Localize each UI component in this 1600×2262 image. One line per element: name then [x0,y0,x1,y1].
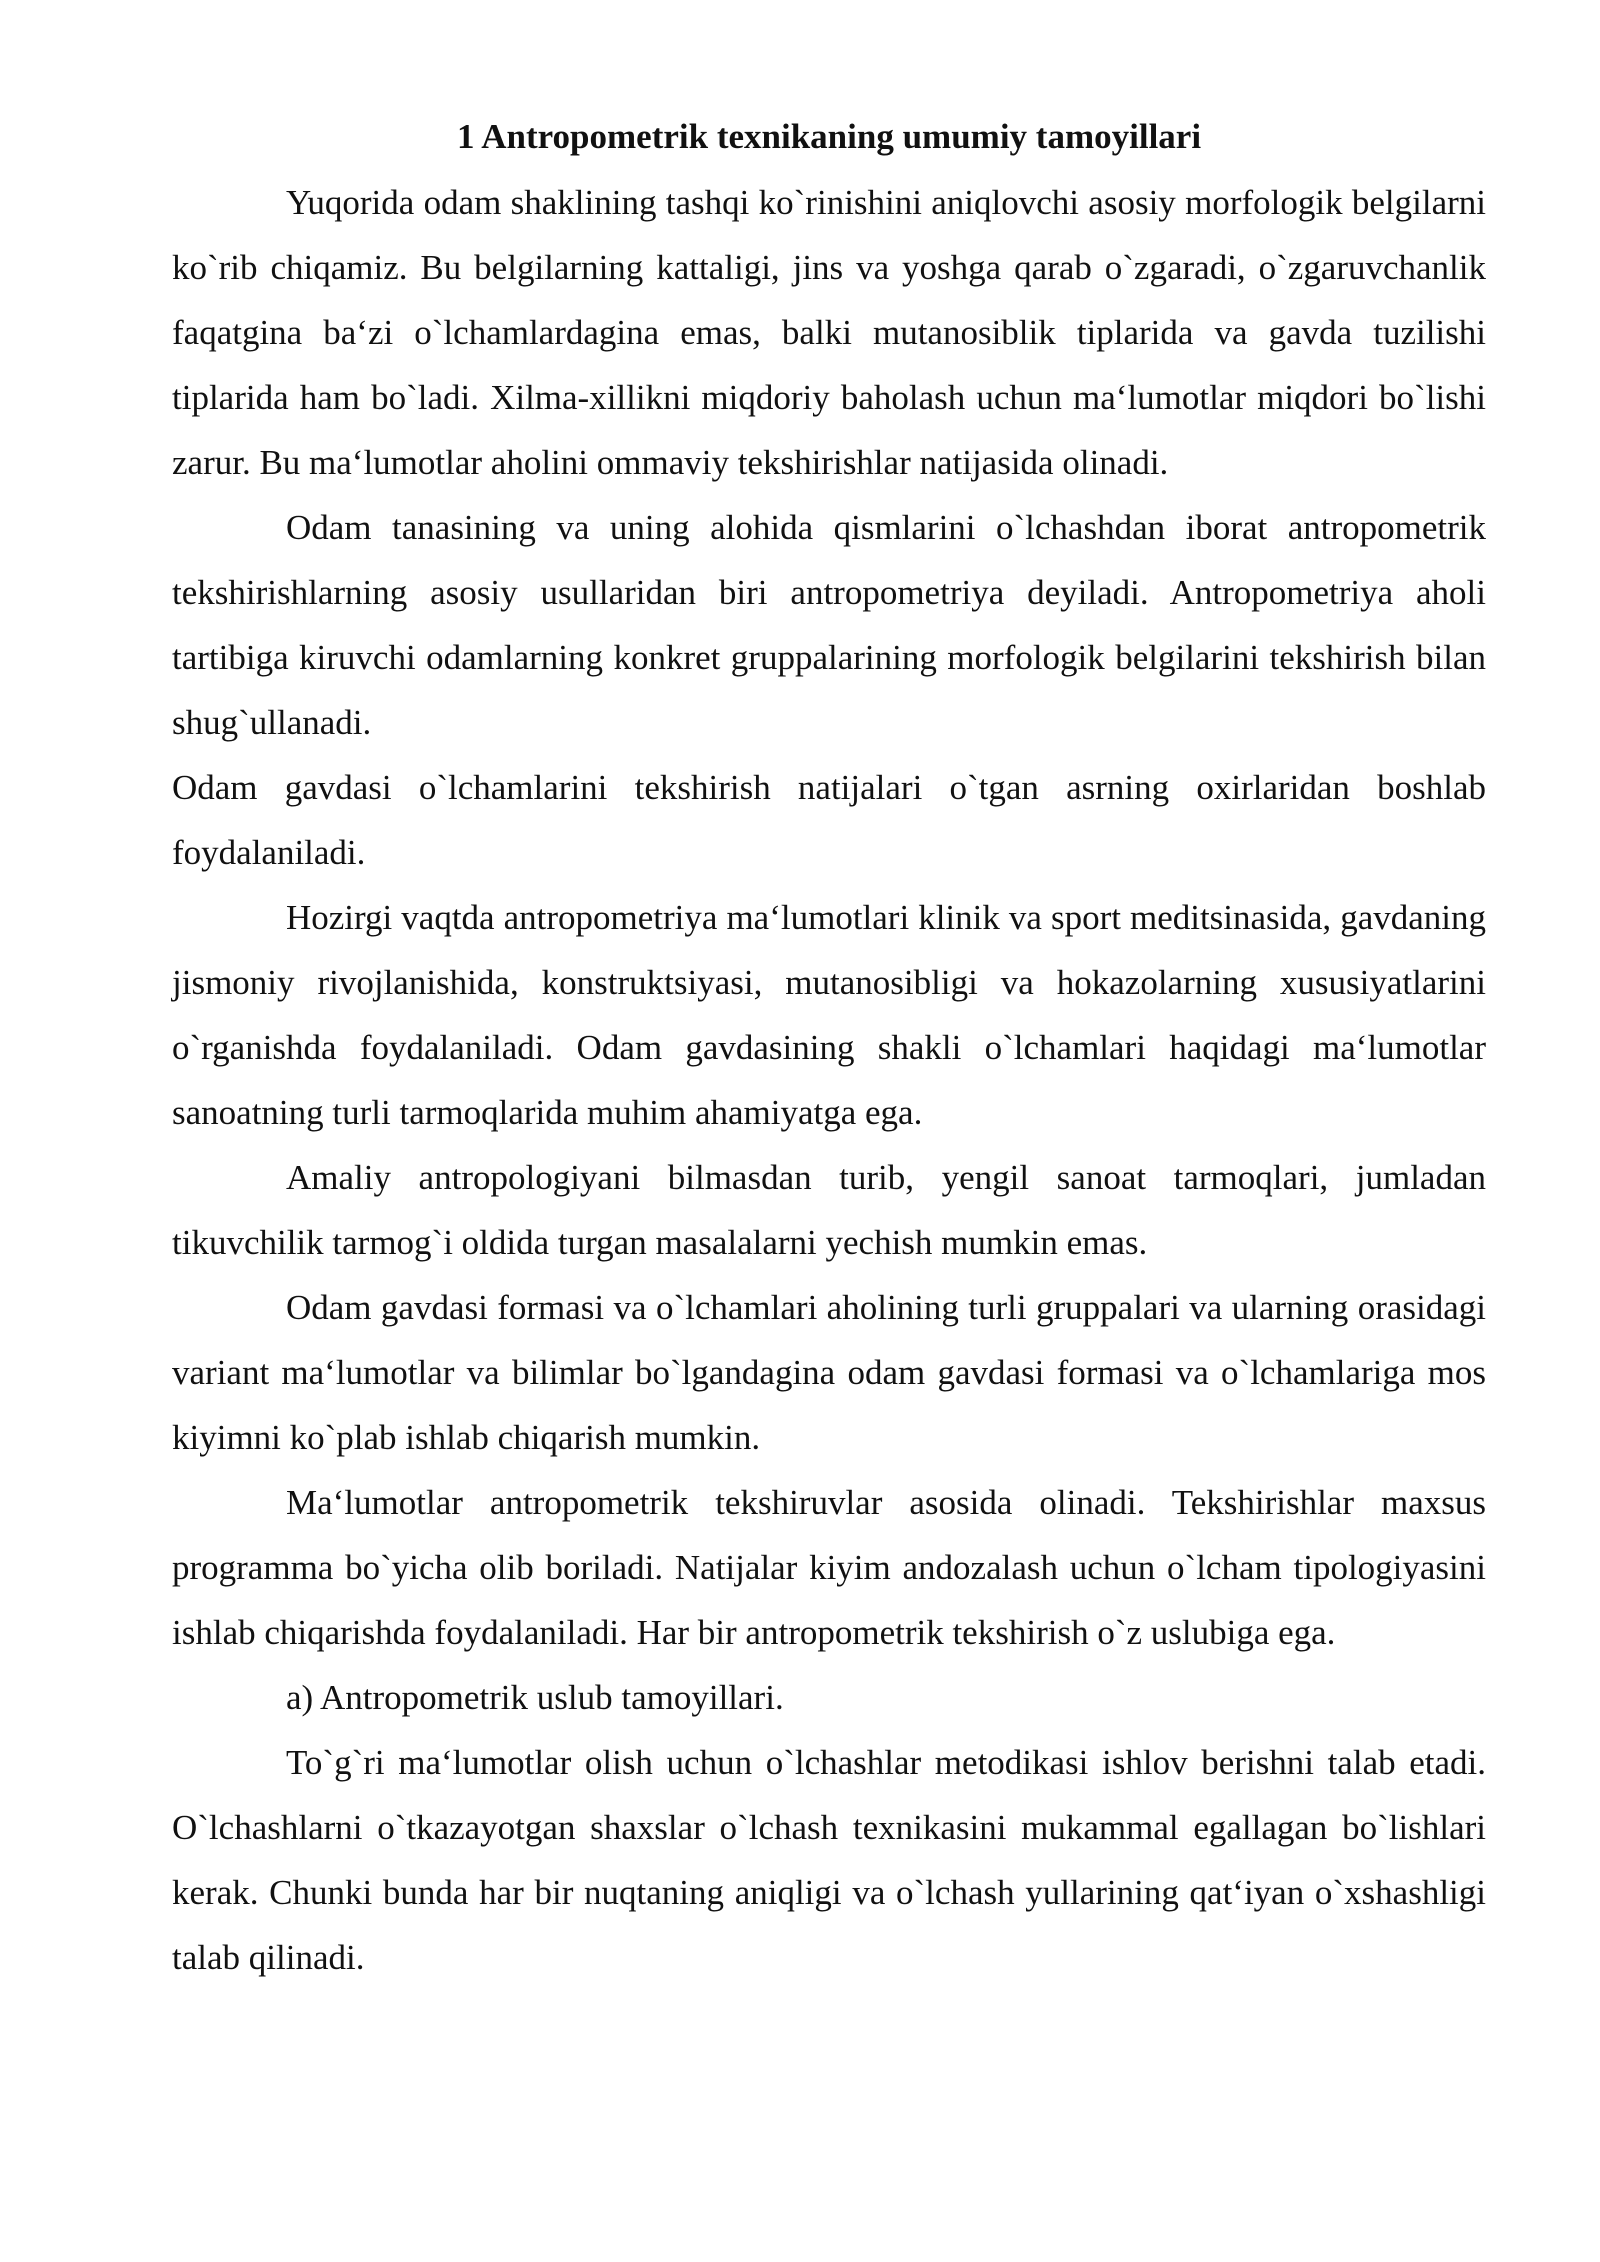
document-page [172,112,1486,1990]
document-title: 1 Antropometrik texnikaning umumiy tamoyillari [456,117,1202,156]
paragraph-6: Odam gavdasi formasi va o`lchamlari aholining turli gruppalari va ularning orasidagi variant ma‘lumotlar va bilimlar bo`lgandagina odam gavdasi formasi va o`lchamlariga mos kiyimni ko`plab ishlab chiqarish mumkin. [172,1288,1486,1457]
paragraph-4: Hozirgi vaqtda antropometriya ma‘lumotlari klinik va sport meditsinasida, gavdaning jismoniy rivojlanishida, konstruktsiyasi, mutanosibligi va hokazolarning xususiyatlarini o`rganishda foydalaniladi. Odam gavdasining shakli o`lchamlari haqidagi ma‘lumotlar sanoatning turli tarmoqlarida muhim ahamiyatga ega. [172,898,1486,1132]
paragraph-1: Yuqorida odam shaklining tashqi ko`rinishini aniqlovchi asosiy morfologik belgilarni ko`rib chiqamiz. Bu belgilarning kattaligi, jins va yoshga qarab o`zgaradi, o`zgaruvchanlik faqatgina ba‘zi o`lchamlardagina emas, balki mutanosiblik tiplarida va gavda tuzilishi tiplarida ham bo`ladi. Xilma-xillikni miqdoriy baholash uchun ma‘lumotlar miqdori bo`lishi zarur. Bu ma‘lumotlar aholini ommaviy tekshirishlar natijasida olinadi. [172,183,1486,482]
paragraph-3: Odam gavdasi o`lchamlarini tekshirish natijalari o`tgan asrning oxirlaridan boshlab foydalaniladi. [172,768,1486,872]
paragraph-5: Amaliy antropologiyani bilmasdan turib, yengil sanoat tarmoqlari, jumladan tikuvchilik tarmog`i oldida turgan masalalarni yechish mumkin emas. [172,1158,1486,1262]
paragraph-7: Ma‘lumotlar antropometrik tekshiruvlar asosida olinadi. Tekshirishlar maxsus programma bo`yicha olib boriladi. Natijalar kiyim andozalash uchun o`lcham tipologiyasini ishlab chiqarishda foydalaniladi. Har bir antropometrik tekshirish o`z uslubiga ega. [172,1483,1486,1652]
paragraph-9: To`g`ri ma‘lumotlar olish uchun o`lchashlar metodikasi ishlov berishni talab etadi. O`lchashlarni o`tkazayotgan shaxslar o`lchash texnikasini mukammal egallagan bo`lishlari kerak. Chunki bunda har bir nuqtaning aniqligi va o`lchash yullarining qat‘iyan o`xshashligi talab qilinadi. [172,1743,1486,1977]
paragraph-8-subheading: a) Antropometrik uslub tamoyillari. [286,1678,784,1717]
paragraph-2: Odam tanasining va uning alohida qismlarini o`lchashdan iborat antropometrik tekshirishlarning asosiy usullaridan biri antropometriya deyiladi. Antropometriya aholi tartibiga kiruvchi odamlarning konkret gruppalarining morfologik belgilarini tekshirish bilan shug`ullanadi. [172,508,1486,742]
